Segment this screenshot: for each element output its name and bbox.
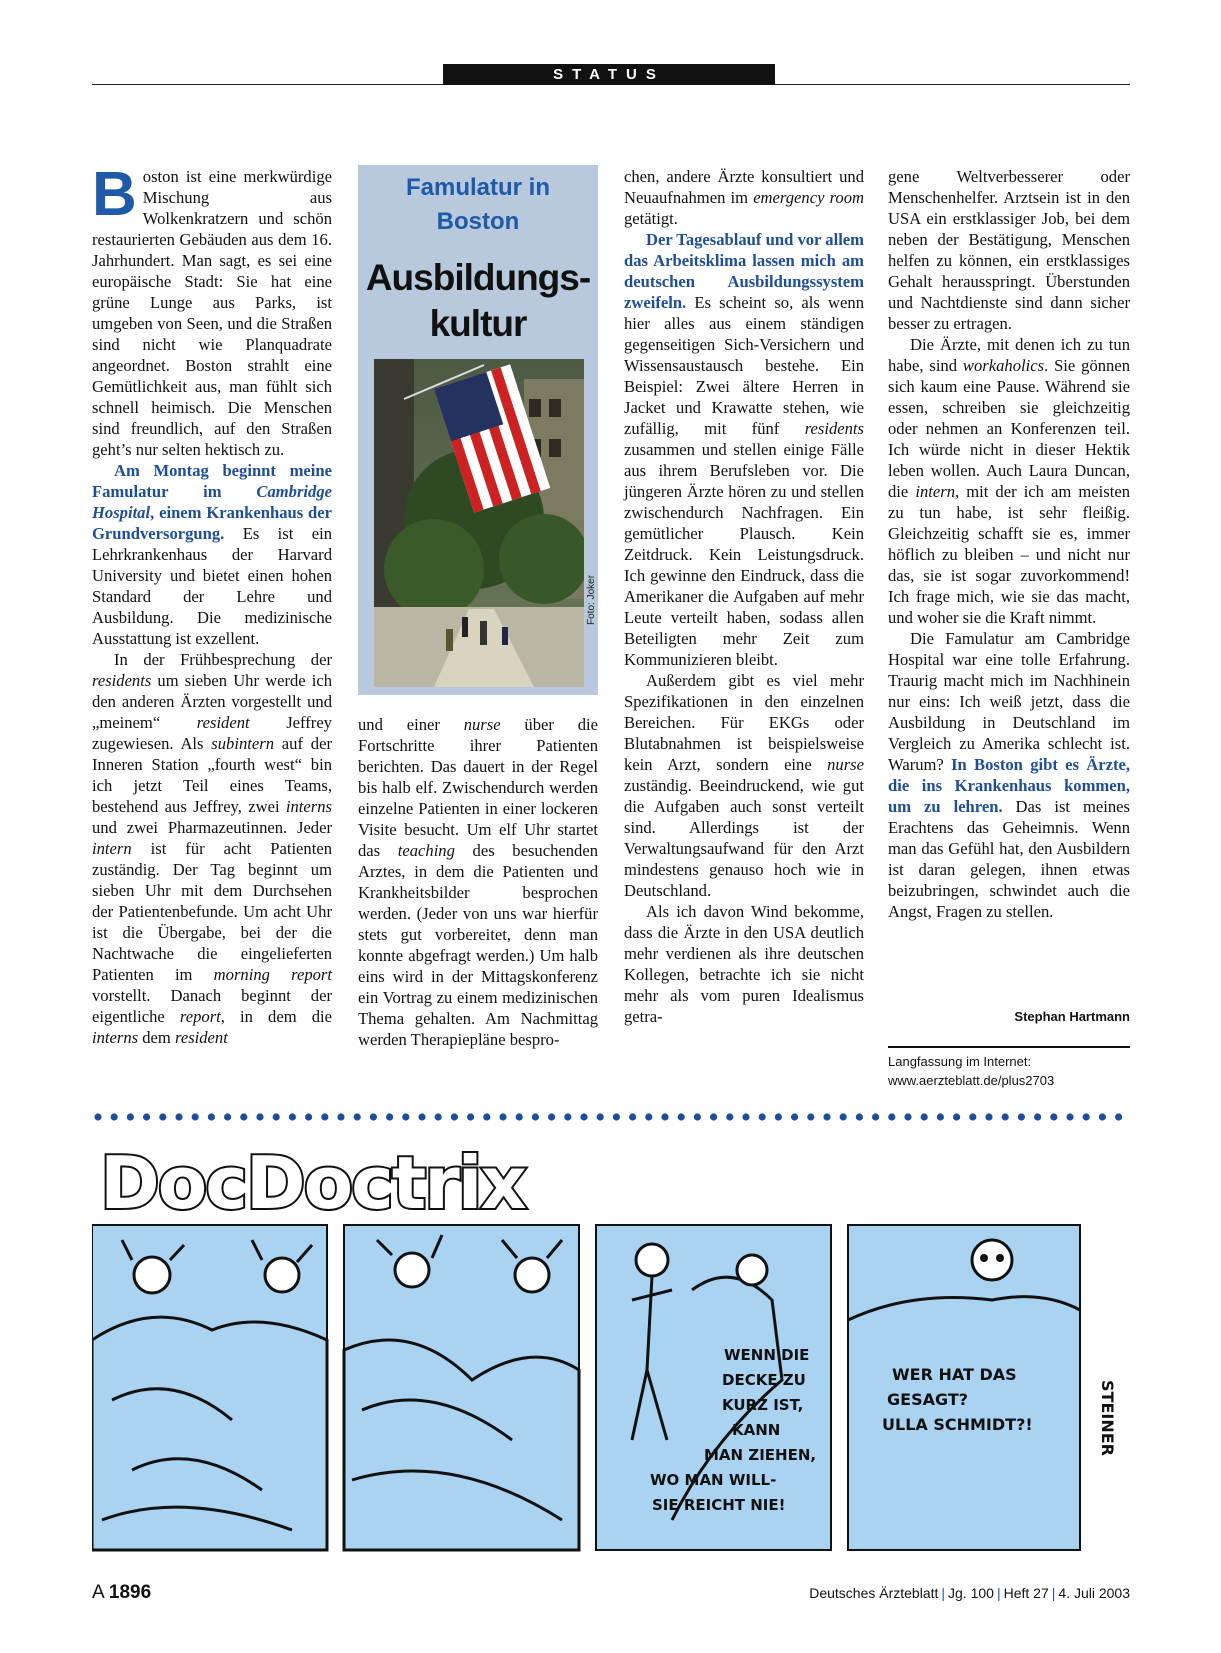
separator-dot — [354, 1113, 361, 1120]
article-paragraph: In der Frühbesprechung der residents um sieben Uhr werde ich den anderen Ärzten vorgestellt und „meinem“ resident Jeffrey zugewiesen. Als subintern auf der Inneren Station „fourth west“ bin ich jetzt Teil eines Teams, bestehend aus Jeffrey, zwei interns und zwei Pharmazeutinnen. Jeder intern ist für acht Patienten zuständig. Der Tag beginnt um sieben Uhr mit dem Durchsehen der Patientenbefunde. Um acht Uhr ist die Übergabe, bei der die Nachtwache die eingelieferten Patienten im morning report vorstellt. Danach beginnt der eigentliche report, in dem die interns dem resident — [92, 650, 332, 1047]
separator-dot — [240, 1113, 247, 1120]
separator-dot — [499, 1113, 506, 1120]
separator-dot — [127, 1113, 134, 1120]
separator-dot — [111, 1113, 118, 1120]
article-headline: Ausbildungs- kultur — [365, 257, 591, 344]
article-paragraph: Die Famulatur am Cambridge Hospital war eine tolle Erfahrung. Traurig macht mich im Nachhinein nur eins: Ich weiß jetzt, dass die Ausbildung in Deutschland im Vergleich zu Amerika schlecht ist. Warum? In Boston gibt es Ärzte, die ins Krankenhaus kommen, um zu lehren. Das ist meines Erachtens das Geheimnis. Wenn man das Gefühl hat, den Ausbildern ist daran gelegen, ihnen etwas beizubringen, schwindet auch die Angst, Fragen zu stellen. — [888, 629, 1130, 921]
separator-dot — [791, 1113, 798, 1120]
article-column-3 — [624, 166, 864, 1027]
separator-dot — [937, 1113, 944, 1120]
separator-dot — [305, 1113, 312, 1120]
article-paragraph: Als ich davon Wind bekomme, dass die Ärzte in den USA deutlich mehr verdienen als ihre deutschen Kollegen, betrachte ich sie nicht mehr als vom puren Idealismus getra- — [624, 902, 864, 1026]
separator-dot — [775, 1113, 782, 1120]
separator-dot — [726, 1113, 733, 1120]
article-column-4 — [888, 166, 1130, 922]
drop-cap: B — [92, 160, 137, 229]
separator-dot — [370, 1113, 377, 1120]
comic-strip — [92, 1140, 1132, 1570]
photo-credit: Foto: Joker — [586, 574, 597, 625]
article-intro-paragraph: Boston ist eine merkwürdige Mischung aus Wolkenkratzern und schön restaurierten Gebäuden aus dem 16. Jahrhundert. Man sagt, es sei eine europäische Stadt: Sie hat eine grüne Lunge aus Parks, ist umgeben von Seen, und die Straßen sind nicht wie Planquadrate angeordnet. Boston strahlt eine Gemütlichkeit aus, man fühlt sich schnell heimisch. Die Menschen sind freundlich, auf den Straßen geht’s nur selten hektisch zu. — [92, 160, 332, 459]
divider — [888, 1046, 1130, 1048]
separator-dot — [840, 1113, 847, 1120]
separator-dot — [289, 1113, 296, 1120]
article-column-2 — [358, 714, 598, 1050]
separator-dot — [580, 1113, 587, 1120]
article-column-1 — [92, 160, 332, 1048]
article-paragraph: gene Weltverbesserer oder Menschenhelfer. Arztsein ist in den USA ein erstklassiger Job, bei dem neben der Bestätigung, Menschen helfen zu können, ein erstklassiges Gehalt herausspringt. Überstunden und Nachtdienste sind dann sicher besser zu ertragen. — [888, 167, 1130, 333]
separator-dot — [872, 1113, 879, 1120]
svg-text:WER HAT DAS: WER HAT DAS — [892, 1365, 1017, 1384]
separator-dot — [678, 1113, 685, 1120]
online-link-label: Langfassung im Internet: — [888, 1054, 1032, 1069]
separator-dot — [175, 1113, 182, 1120]
separator-dot — [159, 1113, 166, 1120]
separator-dot — [337, 1113, 344, 1120]
artist-signature: STEINER — [1098, 1380, 1117, 1456]
comic-panel-3 — [596, 1225, 831, 1550]
svg-text:WO MAN WILL-: WO MAN WILL- — [650, 1471, 777, 1489]
separator-dot — [467, 1113, 474, 1120]
online-link-url[interactable]: www.aerzteblatt.de/plus2703 — [888, 1073, 1055, 1088]
separator-dot — [807, 1113, 814, 1120]
separator-dot — [321, 1113, 328, 1120]
title-box — [358, 165, 598, 695]
comic-panel-1 — [92, 1225, 327, 1550]
separator-dot — [661, 1113, 668, 1120]
separator-dot — [921, 1113, 928, 1120]
dotted-separator — [94, 1112, 1132, 1122]
separator-dot — [1050, 1113, 1057, 1120]
separator-dot — [742, 1113, 749, 1120]
separator-dot — [985, 1113, 992, 1120]
separator-dot — [483, 1113, 490, 1120]
svg-text:ULLA SCHMIDT?!: ULLA SCHMIDT?! — [882, 1415, 1033, 1434]
separator-dot — [208, 1113, 215, 1120]
article-paragraph: chen, andere Ärzte konsultiert und Neuaufnahmen im emergency room getätigt. — [624, 167, 864, 228]
svg-text:GESAGT?: GESAGT? — [887, 1390, 969, 1409]
separator-dot — [192, 1113, 199, 1120]
article-paragraph: Außerdem gibt es viel mehr Spezifikationen in den einzelnen Bereichen. Für EKGs oder Blutabnahmen ist beispielsweise kein Arzt, sondern eine nurse zuständig. Beeindruckend, wie gut die Aufgaben auch sonst verteilt sind. Allerdings ist der Verwaltungsaufwand für den Arzt mindestens genauso hoch wie in Deutschland. — [624, 671, 864, 900]
comic-title: DocDoctrix — [100, 1141, 525, 1225]
separator-dot — [564, 1113, 571, 1120]
svg-text:WENN DIE: WENN DIE — [724, 1346, 810, 1364]
separator-dot — [94, 1113, 101, 1120]
article-paragraph: Die Ärzte, mit denen ich zu tun habe, sind workaholics. Sie gönnen sich kaum eine Pause. Während sie essen, schreiben sie gleichzeitig oder nehmen an Konferenzen teil. Ich würde nicht in dieser Hektik leben wollen. Auch Laura Duncan, die intern, mit der ich am meisten zu tun habe, ist sehr fleißig. Gleichzeitig schafft sie es, immer höflich zu bleiben – und nicht nur das, sie ist sogar zuvorkommend! Ich frage mich, wie sie das macht, und woher sie die Kraft nimmt. — [888, 335, 1130, 627]
author-name: Stephan Hartmann — [1014, 1009, 1130, 1024]
separator-dot — [386, 1113, 393, 1120]
journal-info: Deutsches Ärzteblatt | Jg. 100 | Heft 27 | 4. Juli 2003 — [809, 1585, 1130, 1601]
separator-dot — [418, 1113, 425, 1120]
separator-dot — [224, 1113, 231, 1120]
article-paragraph: Der Tagesablauf und vor allem das Arbeitsklima lassen mich am deutschen Ausbildungssystem zweifeln. Es scheint so, als wenn hier alles aus einem ständigen gegenseitigen Sich-Versichern und Wissensaustausch bestehe. Ein Beispiel: Zwei ältere Herren in Jacket und Krawatte stehen, wie zufällig, mit fünf residents zusammen und stellen einige Fälle aus ihrem Berufsleben vor. Die jüngeren Ärzte hören zu und stellen zwischendurch Nachfragen. Ein gemütlicher Plausch. Kein Zeitdruck. Kein Leistungsdruck. Ich gewinne den Eindruck, dass die Amerikaner die Aufgaben auf mehr Leute verteilt haben, sodass allen Beteiligten mehr Zeit zum Kommunizieren bleibt. — [624, 230, 864, 669]
separator-dot — [435, 1113, 442, 1120]
separator-dot — [629, 1113, 636, 1120]
svg-text:DECKE ZU: DECKE ZU — [722, 1371, 806, 1389]
separator-dot — [597, 1113, 604, 1120]
separator-dot — [694, 1113, 701, 1120]
separator-dot — [1018, 1113, 1025, 1120]
separator-dot — [823, 1113, 830, 1120]
separator-dot — [645, 1113, 652, 1120]
svg-text:KURZ IST,: KURZ IST, — [722, 1396, 804, 1414]
article-paragraph: Am Montag beginnt meine Famulatur im Cambridge Hospital, einem Krankenhaus der Grundversorgung. Es ist ein Lehrkrankenhaus der Harvard University und bietet einen hohen Standard der Lehre und Ausbildung. Die medizinische Ausstattung ist exzellent. — [92, 461, 332, 648]
svg-text:SIE REICHT NIE!: SIE REICHT NIE! — [652, 1496, 786, 1514]
separator-dot — [402, 1113, 409, 1120]
separator-dot — [953, 1113, 960, 1120]
american-flag-campus-photo — [374, 359, 584, 687]
separator-dot — [613, 1113, 620, 1120]
separator-dot — [1034, 1113, 1041, 1120]
separator-dot — [451, 1113, 458, 1120]
svg-text:MAN ZIEHEN,: MAN ZIEHEN, — [704, 1446, 817, 1464]
separator-dot — [273, 1113, 280, 1120]
online-link-note — [888, 1052, 1130, 1090]
separator-dot — [759, 1113, 766, 1120]
separator-dot — [548, 1113, 555, 1120]
separator-dot — [532, 1113, 539, 1120]
separator-dot — [710, 1113, 717, 1120]
separator-dot — [904, 1113, 911, 1120]
separator-dot — [1002, 1113, 1009, 1120]
comic-panel-4 — [848, 1225, 1080, 1550]
separator-dot — [256, 1113, 263, 1120]
separator-dot — [888, 1113, 895, 1120]
page-number: A 1896 — [92, 1582, 152, 1603]
comic-panel-2 — [344, 1225, 579, 1550]
separator-dot — [516, 1113, 523, 1120]
article-paragraph: und einer nurse über die Fortschritte ihrer Patienten berichten. Das dauert in der Regel bis halb elf. Zwischendurch werden einzelne Patienten in einer lockeren Visite besucht. Um elf Uhr startet das teaching des besuchenden Arztes, in dem die Patienten und Krankheitsbilder besprochen werden. (Jeder von uns war hierfür stets gut vorbereitet, denn man konnte abgefragt werden.) Um halb eins wird in der Mittagskonferenz ein Vortrag zu einem medizinischen Thema gehalten. Am Nachmittag werden Therapiepläne bespro- — [358, 715, 598, 1049]
separator-dot — [1115, 1113, 1122, 1120]
separator-dot — [1083, 1113, 1090, 1120]
separator-dot — [1066, 1113, 1073, 1120]
separator-dot — [143, 1113, 150, 1120]
article-kicker: Famulatur in Boston — [405, 174, 550, 235]
separator-dot — [969, 1113, 976, 1120]
svg-text:KANN: KANN — [732, 1421, 781, 1439]
separator-dot — [856, 1113, 863, 1120]
section-label: STATUS — [443, 64, 775, 85]
separator-dot — [1099, 1113, 1106, 1120]
